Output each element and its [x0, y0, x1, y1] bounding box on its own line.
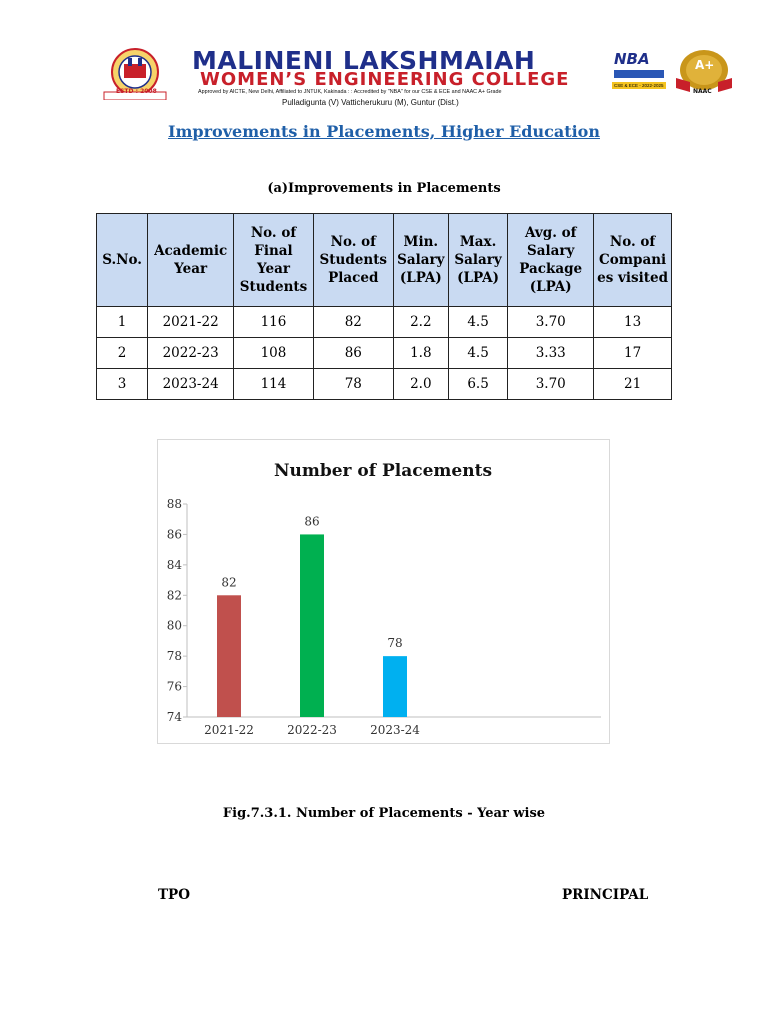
page-title-text: Improvements in Placements, Higher Education [168, 122, 600, 141]
college-subtitle: WOMEN’S ENGINEERING COLLEGE [200, 69, 570, 90]
table-cell: 3 [97, 369, 148, 400]
chart-canvas [158, 440, 609, 743]
table-cell: 2022-23 [148, 338, 234, 369]
college-header [92, 44, 748, 106]
figure-caption: Fig.7.3.1. Number of Placements - Year wise [222, 806, 546, 821]
table-row [97, 369, 672, 400]
table-cell: 114 [234, 369, 314, 400]
approval-line: Approved by AICTE, New Delhi, Affiliated to JNTUK, Kakinada : : Accredited by "NBA" for our CSE & ECE and NAAC A+ Grade [198, 89, 502, 95]
table-cell: 3.70 [508, 307, 594, 338]
placements-chart [157, 439, 610, 744]
table-cell: 21 [594, 369, 672, 400]
header-students-placed: No. of Students Placed [313, 214, 393, 307]
header-final-year-students: No. of Final Year Students [234, 214, 314, 307]
data-label-2021-22: 82 [221, 575, 237, 590]
table-cell: 3.70 [508, 369, 594, 400]
section-title: (a)Improvements in Placements [267, 181, 501, 196]
table-cell: 2 [97, 338, 148, 369]
x-tick-label-2022-23: 2022-23 [287, 723, 337, 737]
table-cell: 86 [313, 338, 393, 369]
y-tick-label: 78 [166, 649, 182, 664]
table-cell: 2.2 [393, 307, 448, 338]
table-cell: 78 [313, 369, 393, 400]
naac-grade: A+ [695, 58, 715, 72]
signatory-tpo: TPO [158, 887, 190, 903]
x-tick-label-2023-24: 2023-24 [370, 723, 420, 737]
y-tick-label: 88 [166, 497, 182, 511]
header-sno: S.No. [97, 214, 148, 307]
table-cell: 2.0 [393, 369, 448, 400]
table-row [97, 338, 672, 369]
y-tick-label: 76 [166, 679, 182, 694]
table-cell: 4.5 [448, 338, 507, 369]
bar-2021-22 [217, 595, 241, 717]
table-cell: 4.5 [448, 307, 507, 338]
table-cell: 2023-24 [148, 369, 234, 400]
table-cell: 6.5 [448, 369, 507, 400]
header-min-salary: Min. Salary (LPA) [393, 214, 448, 307]
signatory-principal: PRINCIPAL [562, 887, 649, 903]
placements-table [96, 213, 672, 400]
header-max-salary: Max. Salary (LPA) [448, 214, 507, 307]
table-cell: 108 [234, 338, 314, 369]
page-title [0, 122, 768, 141]
nba-caption: CSE & ECE - 2022-2025 [614, 83, 664, 88]
y-tick-label: 82 [166, 588, 182, 603]
college-name: MALINENI LAKSHMAIAH [192, 46, 536, 75]
nba-logo-strip [614, 70, 664, 78]
table-cell: 17 [594, 338, 672, 369]
header-avg-salary: Avg. of Salary Package (LPA) [508, 214, 594, 307]
table-cell: 13 [594, 307, 672, 338]
table-row [97, 307, 672, 338]
chart-title: Number of Placements [273, 461, 493, 481]
naac-label: NAAC [693, 88, 712, 95]
nba-logo: NBA [614, 50, 650, 68]
table-cell: 1 [97, 307, 148, 338]
y-tick-label: 84 [166, 557, 182, 572]
table-cell: 82 [313, 307, 393, 338]
estd-label: ESTD : 2008 [116, 88, 157, 95]
college-address: Pulladigunta (V) Vatticherukuru (M), Guntur (Dist.) [282, 98, 459, 107]
y-tick-label: 74 [166, 710, 182, 724]
header-academic-year: Academic Year [148, 214, 234, 307]
data-label-2022-23: 86 [304, 514, 320, 529]
table-header-row [97, 214, 672, 307]
table-cell: 3.33 [508, 338, 594, 369]
bar-2023-24 [383, 656, 407, 717]
table-cell: 1.8 [393, 338, 448, 369]
table-cell: 116 [234, 307, 314, 338]
y-tick-label: 80 [166, 618, 182, 633]
header-companies-visited: No. of Compani es visited [594, 214, 672, 307]
data-label-2023-24: 78 [387, 636, 403, 651]
x-tick-label-2021-22: 2021-22 [204, 723, 254, 737]
table-cell: 2021-22 [148, 307, 234, 338]
bar-2022-23 [300, 534, 324, 717]
y-tick-label: 86 [166, 527, 182, 542]
